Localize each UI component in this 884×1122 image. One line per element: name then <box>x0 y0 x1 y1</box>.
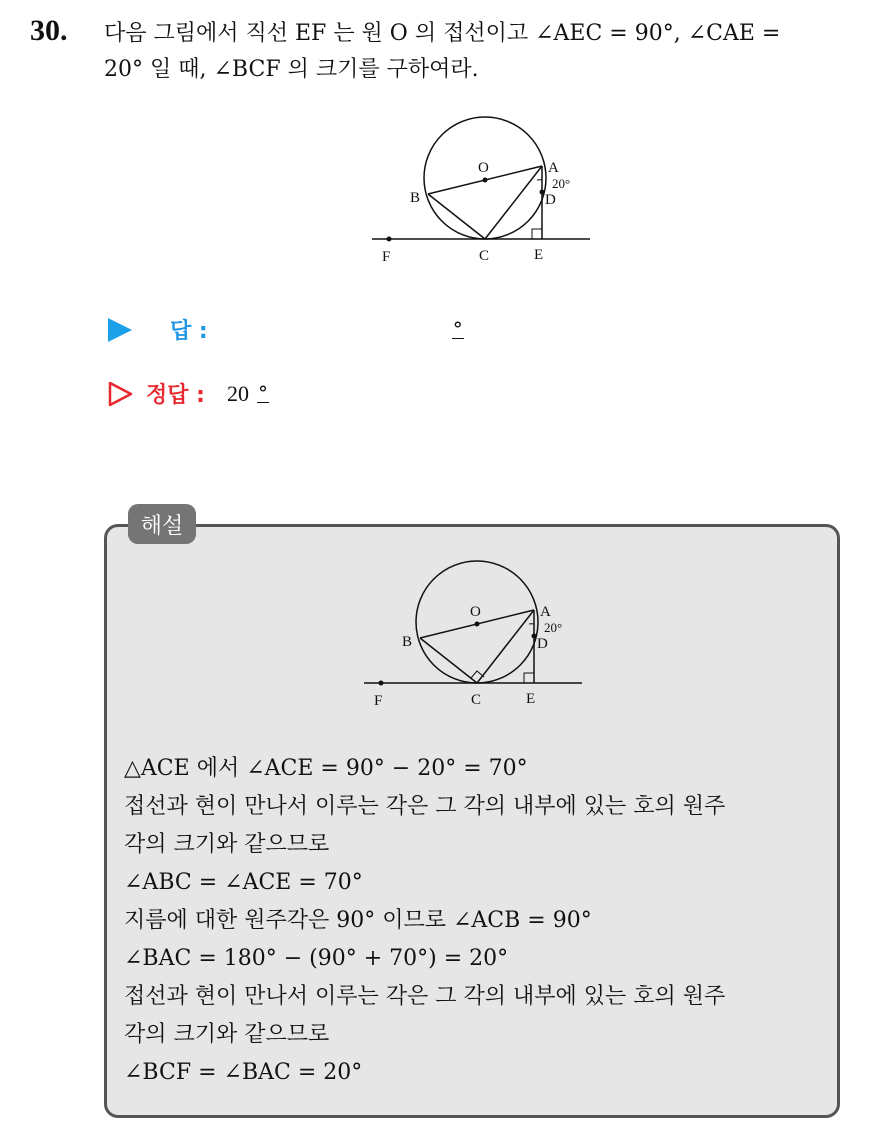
question-line: 20° 일 때, ∠BCF 의 크기를 구하여라. <box>104 57 479 82</box>
label-c: C <box>471 692 482 708</box>
correct-answer-value: 20 <box>226 380 249 406</box>
explanation-line: 접선과 현이 만나서 이루는 각은 그 각의 내부에 있는 호의 원주 <box>124 794 726 819</box>
explanation-figure <box>358 560 588 710</box>
outline-triangle-icon <box>108 381 134 407</box>
point-f <box>387 237 392 242</box>
label-e: E <box>534 247 544 263</box>
center-point <box>475 622 480 627</box>
explanation-tag: 해설 <box>128 504 196 544</box>
label-o: O <box>478 160 489 176</box>
geometry-figure <box>366 116 596 266</box>
center-point <box>483 178 488 183</box>
answer-unit: ° <box>452 317 463 341</box>
correct-answer-label: 정답 : <box>146 383 205 408</box>
answer-input-row <box>108 314 464 345</box>
answer-label: 답 : <box>170 319 208 344</box>
label-b: B <box>402 634 413 650</box>
explanation-line: 지름에 대한 원주각은 90° 이므로 ∠ACB = 90° <box>124 908 592 933</box>
play-triangle-icon <box>108 318 132 342</box>
explanation-line: 각의 크기와 같으므로 <box>124 832 330 857</box>
question-line: 다음 그림에서 직선 EF 는 원 O 의 접선이고 ∠AEC = 90°, ∠CAE = <box>104 21 781 46</box>
label-e: E <box>526 691 536 707</box>
point-d <box>540 190 545 195</box>
explanation-line: ∠ABC = ∠ACE = 70° <box>124 870 363 895</box>
angle-label: 20° <box>552 176 571 191</box>
label-o: O <box>470 604 481 620</box>
explanation-line: △ACE 에서 ∠ACE = 90° − 20° = 70° <box>124 756 528 781</box>
label-f: F <box>382 249 391 265</box>
point-d <box>532 634 537 639</box>
label-d: D <box>545 192 556 208</box>
explanation-line: 접선과 현이 만나서 이루는 각은 그 각의 내부에 있는 호의 원주 <box>124 984 726 1009</box>
label-c: C <box>479 248 490 264</box>
correct-answer-row <box>108 378 269 409</box>
explanation-line: ∠BCF = ∠BAC = 20° <box>124 1060 363 1085</box>
correct-answer-unit: ° <box>257 381 268 405</box>
label-a: A <box>540 604 551 620</box>
angle-label: 20° <box>544 620 563 635</box>
label-a: A <box>548 160 559 176</box>
label-f: F <box>374 693 383 709</box>
label-d: D <box>537 636 548 652</box>
explanation-line: 각의 크기와 같으므로 <box>124 1022 330 1047</box>
point-f <box>379 681 384 686</box>
question-text <box>104 16 874 88</box>
explanation-text <box>124 750 834 1092</box>
label-b: B <box>410 190 421 206</box>
explanation-line: ∠BAC = 180° − (90° + 70°) = 20° <box>124 946 509 971</box>
question-number: 30. <box>30 14 68 47</box>
